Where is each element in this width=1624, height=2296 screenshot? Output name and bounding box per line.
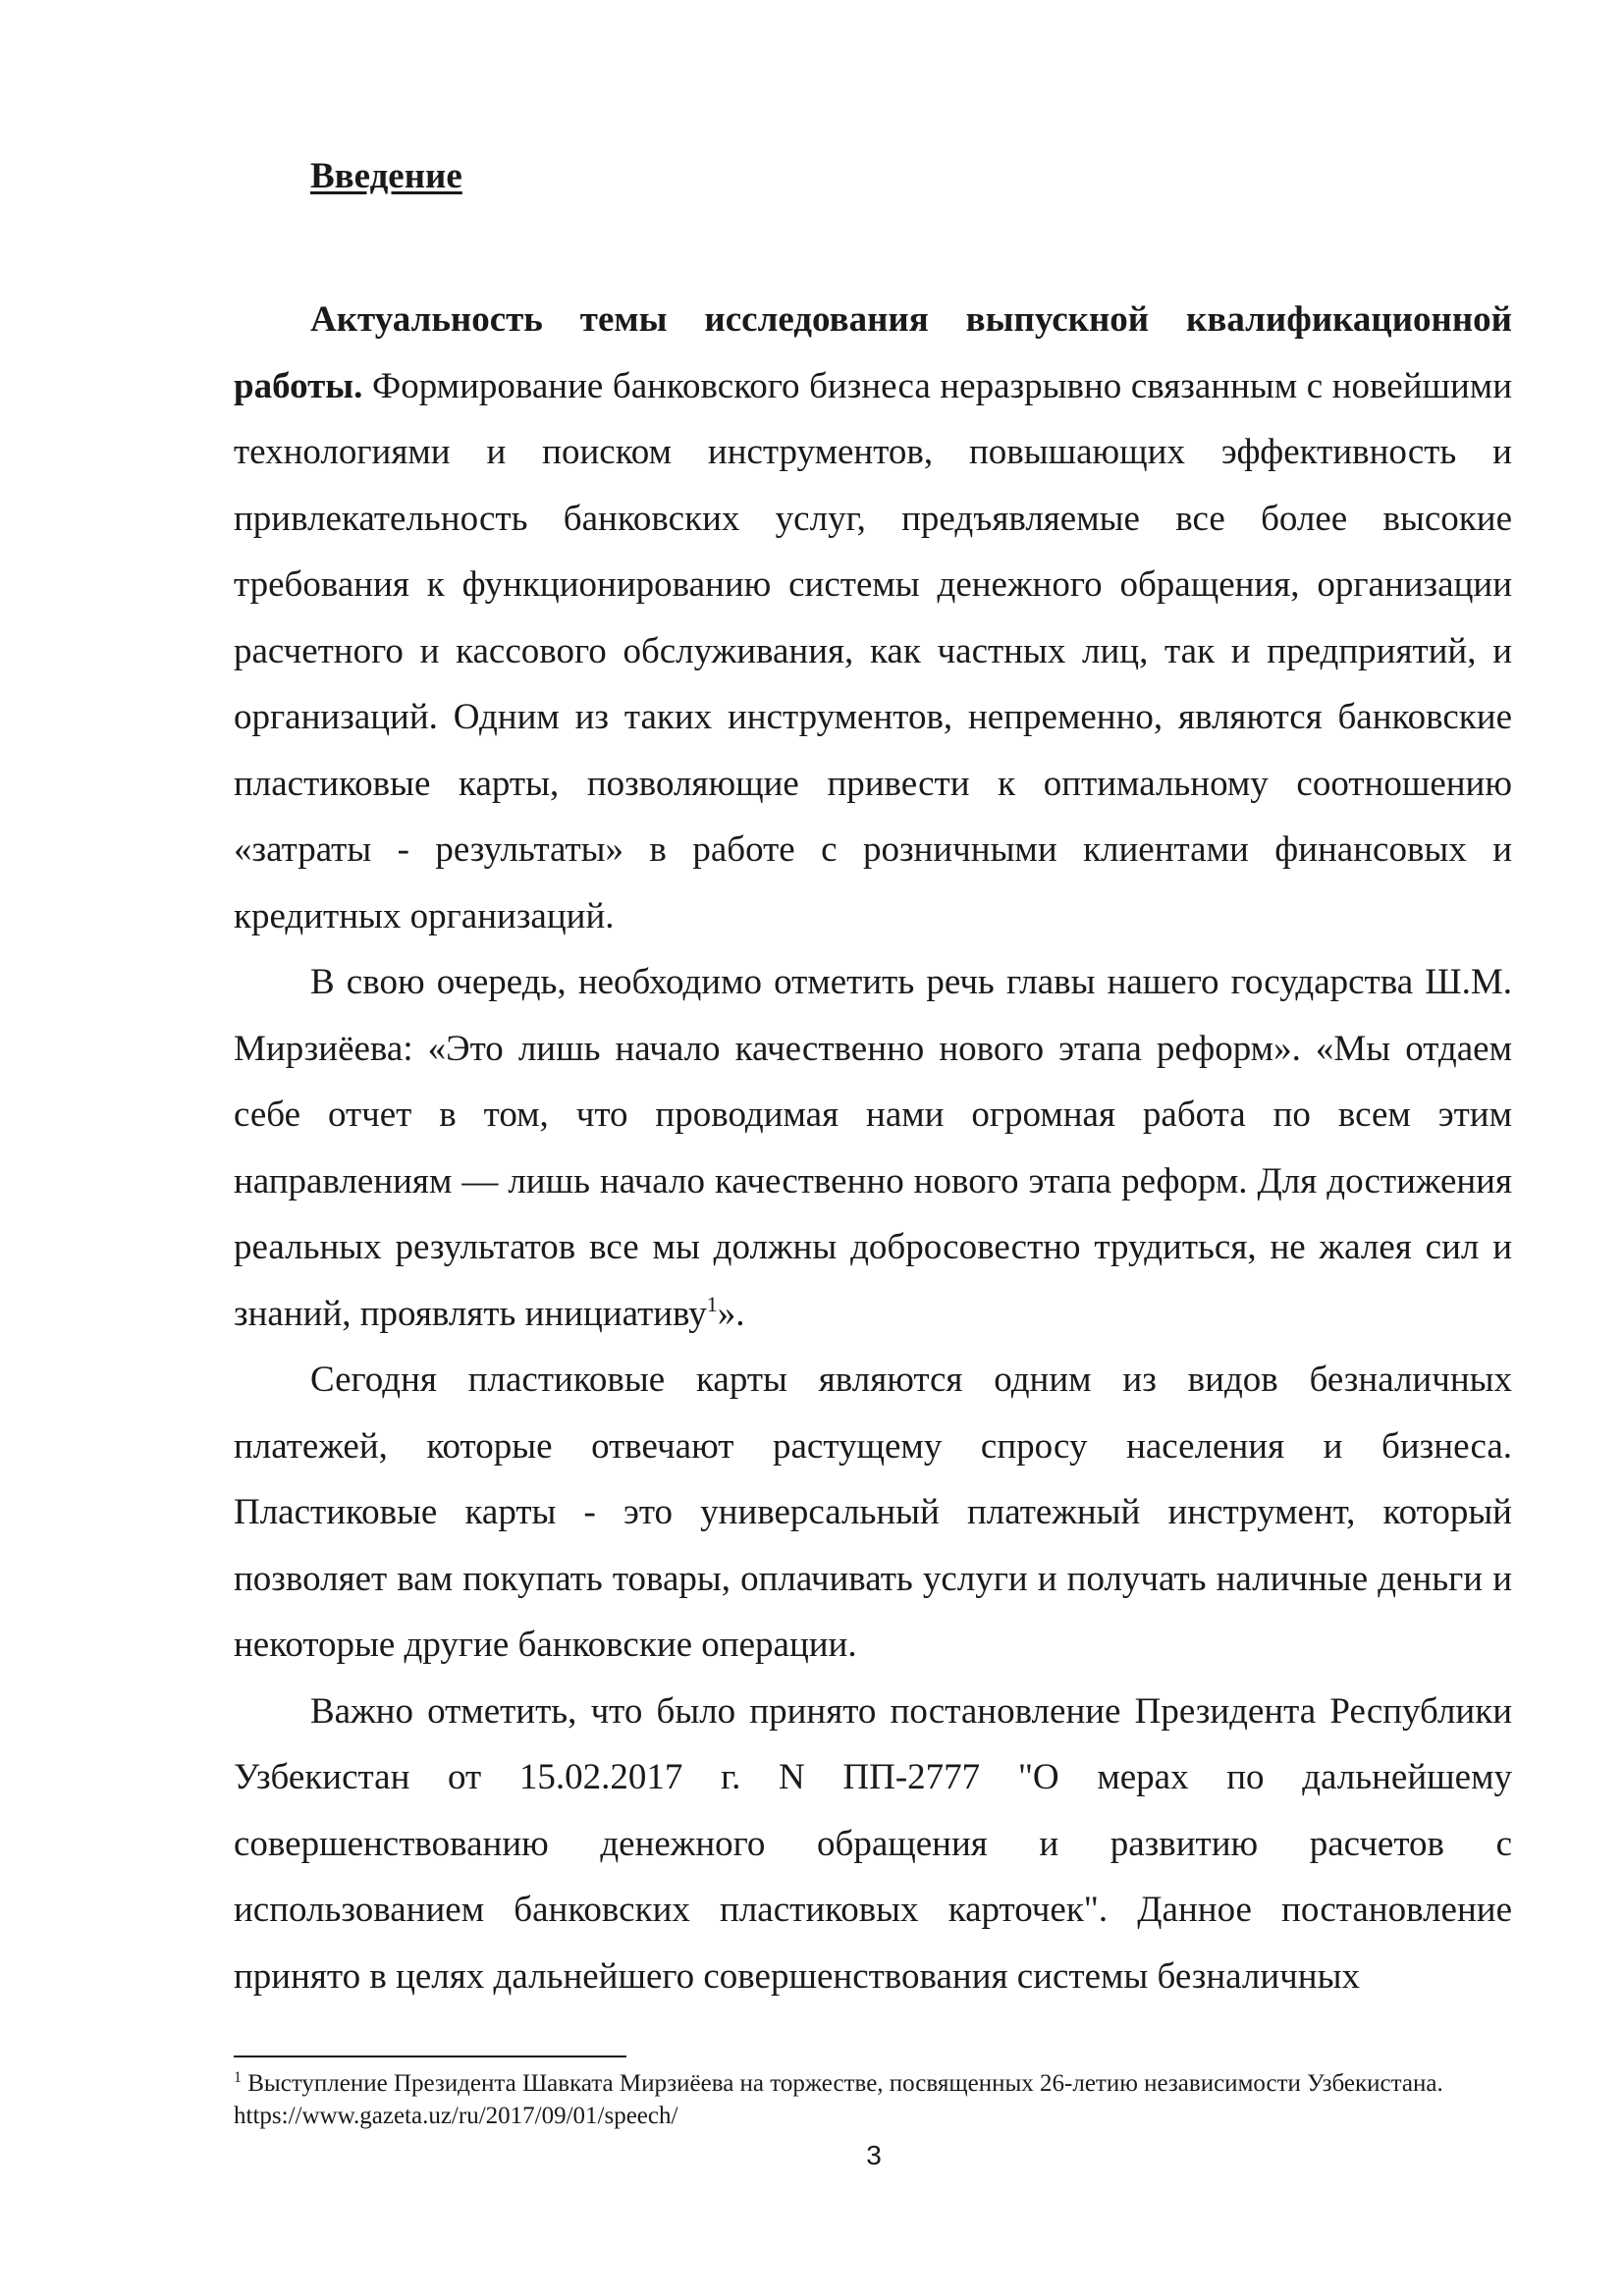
relevance-lead: Актуальность темы исследования выпускной квалификационной работы.: [234, 299, 1512, 406]
document-body: [234, 287, 1512, 2009]
footnote-reference: 1: [706, 1291, 718, 1316]
speech-text: В свою очередь, необходимо отметить речь главы нашего государства Ш.М. Мирзиёева: «Это лишь начало качественно нового этапа реформ». «Мы отдаем себе отчет в том, что проводимая нами огромная работа по всем этим направлениям — лишь начало качественно нового этапа реформ. Для достижения реальных результатов все мы должны добросовестно трудиться, не жалея сил и знаний, проявлять инициативу: [234, 962, 1512, 1334]
footnote-separator: [234, 2056, 626, 2057]
resolution-text: Важно отметить, что было принято постановление Президента Республики Узбекистан от 15.02.2017 г. N ПП-2777 "О мерах по дальнейшему совершенствованию денежного обращения и развитию расчетов с использованием банковских пластиковых карточек". Данное постановление принято в целях дальнейшего совершенствования системы безналичных: [234, 1690, 1512, 1997]
plastic-cards-text: Сегодня пластиковые карты являются одним из видов безналичных платежей, которые отвечают растущему спросу населения и бизнеса. Пластиковые карты - это универсальный платежный инструмент, который позволяет вам покупать товары, оплачивать услуги и получать наличные деньги и некоторые другие банковские операции.: [234, 1360, 1512, 1665]
section-heading: Введение: [310, 156, 462, 196]
paragraph-relevance: [234, 287, 1512, 949]
footnote-text: Выступление Президента Шавката Мирзиёева на торжестве, посвященных 26-летию независимости Узбекистана. https://www.gazeta.uz/ru/2017/09/01/speech/: [234, 2070, 1443, 2129]
page-number: 3: [866, 2140, 882, 2170]
paragraph-speech: [234, 949, 1512, 1347]
paragraph-resolution: [234, 1679, 1512, 2010]
paragraph-plastic-cards: [234, 1347, 1512, 1679]
relevance-text: Формирование банковского бизнеса неразрывно связанным с новейшими технологиями и поиском инструментов, повышающих эффективность и привлекательность банковских услуг, предъявляемые все более высокие требования к функционированию системы денежного обращения, организации расчетного и кассового обслуживания, как частных лиц, так и предприятий, и организаций. Одним из таких инструментов, непременно, являются банковские пластиковые карты, позволяющие привести к оптимальному соотношению «затраты - результаты» в работе с розничными клиентами финансовых и кредитных организаций.: [234, 365, 1512, 936]
footnote: [234, 2067, 1512, 2132]
speech-end: ».: [717, 1293, 745, 1334]
footnote-marker: 1: [234, 2069, 242, 2086]
